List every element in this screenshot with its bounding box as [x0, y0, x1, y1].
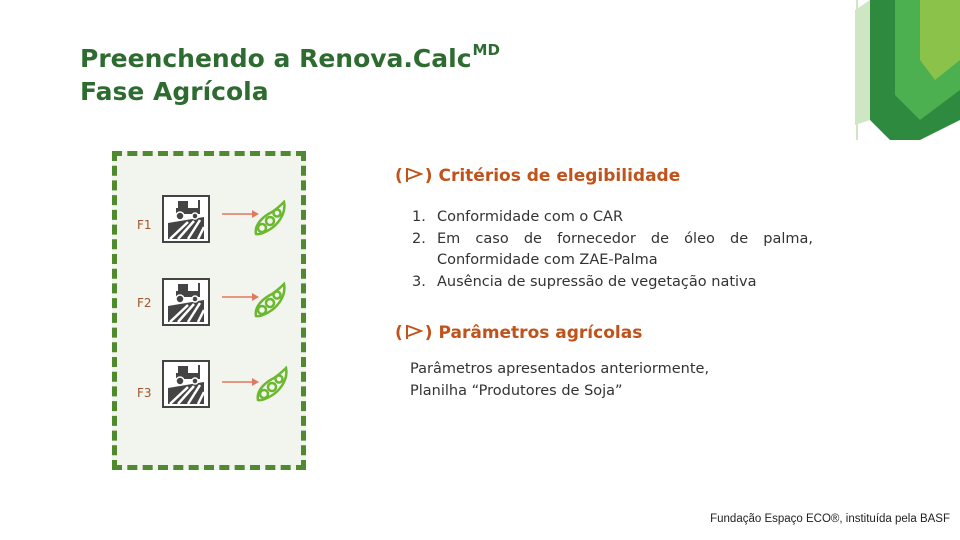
farm-tractor-icon — [162, 360, 210, 408]
params-line-1: Parâmetros apresentados anteriormente, — [410, 361, 710, 377]
page-title — [80, 34, 500, 108]
farm-label-f1: F1 — [137, 218, 152, 232]
criteria-close-paren: ) — [424, 166, 433, 186]
params-title: Parâmetros agrícolas — [438, 323, 643, 343]
list-item — [387, 229, 813, 272]
criteria-list — [387, 207, 813, 293]
params-open-paren: ( — [395, 323, 403, 343]
params-line-2: Planilha “Produtores de Soja” — [410, 382, 623, 399]
footer-credit: Fundação Espaço ECO®, instituída pela BASF — [710, 513, 950, 525]
farm-tractor-icon — [162, 278, 210, 326]
title-main: Preenchendo a Renova.Calc — [80, 44, 472, 73]
criteria-title: Critérios de elegibilidade — [438, 166, 681, 186]
criteria-open-paren: ( — [395, 166, 403, 186]
title-superscript: MD — [472, 41, 500, 59]
list-item-number: 1. — [412, 209, 426, 225]
list-item — [387, 272, 813, 294]
list-item-text: Em caso de fornecedor de óleo de palma, Conformidade com ZAE-Palma — [437, 230, 813, 268]
params-heading — [395, 323, 642, 343]
params-text — [410, 359, 709, 402]
soybean-pod-icon — [252, 366, 292, 406]
page-subtitle: Fase Agrícola — [80, 77, 269, 106]
params-close-paren: ) — [424, 323, 433, 343]
criteria-heading — [395, 166, 680, 186]
list-item-number: 2. — [412, 230, 426, 247]
farm-label-f2: F2 — [137, 296, 152, 310]
list-item-text: Conformidade com o CAR — [437, 209, 624, 225]
decorative-shapes — [800, 0, 960, 140]
flag-icon — [405, 324, 423, 340]
soybean-pod-icon — [250, 200, 290, 240]
list-item-text: Ausência de supressão de vegetação nativa — [437, 273, 757, 290]
farm-tractor-icon — [162, 195, 210, 243]
list-item-number: 3. — [412, 273, 426, 290]
farm-label-f3: F3 — [137, 386, 152, 400]
flag-icon — [405, 167, 423, 183]
list-item — [387, 207, 813, 229]
soybean-pod-icon — [250, 282, 290, 322]
